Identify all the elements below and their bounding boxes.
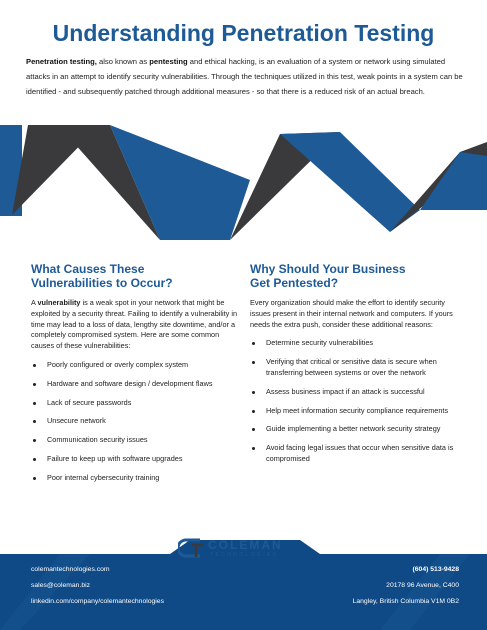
intro-term-penetration: Penetration testing, — [26, 57, 97, 66]
list-item: Assess business impact if an attack is successful — [250, 387, 462, 398]
list-item: Guide implementing a better network security strategy — [250, 424, 462, 435]
left-para-rest: is a weak spot in your network that might be exploited by a security threat. Failing to identify a vulnerability in time may lead to a loss of data, lengthy site downtime, and/or a completely compromised system. Here are some common causes of these vulnerabilities: — [31, 298, 238, 351]
list-item: Failure to keep up with software upgrades — [31, 454, 243, 465]
footer-address-line2: Langley, British Columbia V1M 0B2 — [352, 598, 459, 605]
footer-website-link[interactable]: colemantechnologies.com — [31, 566, 110, 573]
footer-phone: (604) 513-9428 — [412, 566, 459, 573]
left-heading-line1: What Causes These — [31, 262, 145, 276]
logo-subtitle: TECHNOLOGIES — [210, 552, 279, 558]
logo-mark-icon — [178, 537, 206, 559]
left-para-term: vulnerability — [37, 298, 81, 307]
list-item: Communication security issues — [31, 435, 243, 446]
left-column — [31, 262, 243, 492]
list-item: Verifying that critical or sensitive data is secure when transferring between systems or over the network — [250, 357, 462, 379]
intro-term-pentesting: pentesting — [149, 57, 188, 66]
right-heading-line2: Get Pentested? — [250, 276, 339, 290]
right-heading-line1: Why Should Your Business — [250, 262, 406, 276]
footer-email-link[interactable]: sales@coleman.biz — [31, 582, 91, 589]
list-item: Poor internal cybersecurity training — [31, 473, 243, 484]
decorative-zigzag-band — [0, 122, 487, 240]
page-title: Understanding Penetration Testing — [52, 20, 435, 46]
footer-linkedin-link[interactable]: linkedin.com/company/colemantechnologies — [31, 598, 164, 605]
list-item: Poorly configured or overly complex system — [31, 360, 243, 371]
footer-contact-right — [353, 562, 459, 610]
left-heading — [31, 262, 243, 290]
left-para-prefix: A — [31, 298, 38, 307]
coleman-logo — [178, 537, 310, 561]
list-item: Hardware and software design / development flaws — [31, 379, 243, 390]
footer-contact-left — [31, 562, 164, 610]
intro-paragraph — [26, 54, 464, 99]
band-blue-3 — [280, 132, 420, 232]
left-heading-line2: Vulnerabilities to Occur? — [31, 276, 173, 290]
list-item: Help meet information security compliance requirements — [250, 406, 462, 417]
footer-address-line1: 20178 96 Avenue, C400 — [386, 582, 459, 589]
list-item: Lack of secure passwords — [31, 398, 243, 409]
intro-text-1: also known as — [96, 57, 150, 66]
list-item: Determine security vulnerabilities — [250, 338, 462, 349]
list-item: Avoid facing legal issues that occur when sensitive data is compromised — [250, 443, 462, 465]
right-list — [250, 338, 462, 464]
intro-text-2: and ethical hacking, is an evaluation of a system or network using simulated attacks in an attempt to identify security vulnerabilities. Through the techniques utilized in this test, weak points in a system can be identified - and subsequently patched through additional measures - so that there is a reduced risk of an actual breach. — [26, 57, 463, 96]
right-column — [250, 262, 462, 473]
logo-word: COLEMAN — [208, 538, 283, 552]
right-heading — [250, 262, 462, 290]
list-item: Unsecure network — [31, 416, 243, 427]
left-list — [31, 360, 243, 484]
left-paragraph — [31, 298, 243, 352]
right-paragraph: Every organization should make the effort to identify security issues present in their internal network and computers. If yours needs the extra push, consider these additional reasons: — [250, 298, 453, 329]
